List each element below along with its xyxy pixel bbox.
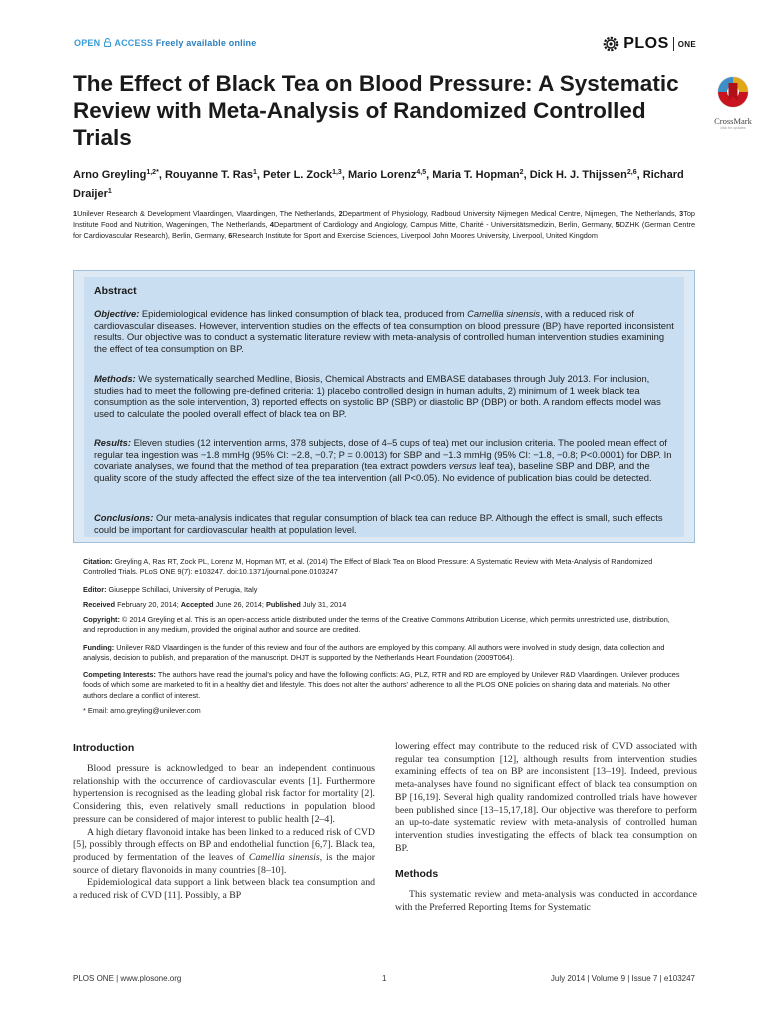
author-name: Arno Greyling bbox=[73, 169, 147, 181]
open-label: OPEN bbox=[74, 38, 101, 48]
citation-label: Citation: bbox=[83, 557, 113, 566]
access-label: ACCESS bbox=[114, 38, 154, 48]
abstract-results bbox=[94, 437, 678, 483]
author-name: Richard Draijer bbox=[73, 169, 684, 200]
citation bbox=[83, 557, 683, 578]
journal-name: ONE bbox=[677, 39, 696, 49]
author-name: Maria T. Hopman bbox=[432, 169, 520, 181]
editor bbox=[83, 585, 683, 595]
plos-wordmark: PLOS bbox=[623, 35, 669, 52]
editor-text: Giuseppe Schillaci, University of Perugia, Italy bbox=[106, 585, 258, 594]
competing-interests bbox=[83, 670, 683, 701]
competing-text: The authors have read the journal's policy and have the following conflicts: AG, PLZ, RTR and RD are employed by Unilever R&D Vlaardingen. Unilever produces foods of which some are marketed to fit in a healthy diet and lifestyle. This does not alter the authors' adherence to all the PLOS ONE policies on sharing data and materials. No other authors declare a conflict of interest. bbox=[83, 670, 680, 700]
open-access-banner bbox=[74, 38, 256, 48]
intro-p2-species: Camellia sinensis bbox=[248, 851, 320, 863]
objective-text-1: Epidemiological evidence has linked consumption of black tea, produced from bbox=[139, 308, 468, 319]
published-date: July 31, 2014 bbox=[300, 600, 347, 609]
methods-text: We systematically searched Medline, Biosis, Chemical Abstracts and EMBASE databases through July 2013. For inclusion, studies had to meet the following pre-defined criteria: 1) placebo controlled design in human adults, 2) minimum of 1 week black tea consumption as the sole intervention, 3) reported effects on systolic BP (SBP) or diastolic BP (DBP) or both. A random effects model was used to calculate the pooled overall effect of black tea on BP. bbox=[94, 373, 661, 419]
objective-species: Camellia sinensis bbox=[467, 308, 541, 319]
results-versus: versus bbox=[448, 460, 477, 472]
citation-text: Greyling A, Ras RT, Zock PL, Lorenz M, Hopman MT, et al. (2014) The Effect of Black Tea on Blood Pressure: A Systematic Review with Meta-Analysis of Randomized Controlled Trials. PLoS ONE 9(7): e103247. doi:10.1371/journal.pone.0103247 bbox=[83, 557, 653, 577]
competing-label: Competing Interests: bbox=[83, 670, 156, 679]
conclusions-label: Conclusions: bbox=[94, 512, 154, 523]
intro-paragraph-1: Blood pressure is acknowledged to bear an independent continuous relationship with the occurrence of cardiovascular events [1]. Furthermore hypertension is recognised as the leading global risk factor for mortality [2]. Considering this, even relatively small reductions in population blood pressure can be considered of major interest to public health [2–4]. bbox=[73, 763, 375, 825]
author-name: Mario Lorenz bbox=[347, 169, 417, 181]
affiliation-text: Top Institute Food and Nutrition, Wageningen, The Netherlands, bbox=[73, 209, 695, 230]
objective-text-2: , with a reduced risk of cardiovascular diseases. However, intervention studies on the effects of tea consumption on blood pressure (BP) have reported inconsistent results. Our objective was to conduct a systematic literature review with meta-analysis of controlled human intervention studies examining the effect of tea consumption on BP. bbox=[94, 308, 674, 354]
author-list: Arno Greyling$^{1,2*}$, Rouyanne T. Ras$^1$, Peter L. Zock$^{1,3}$, Mario Lorenz$^{4,5}$, Maria T. Hopman$^2$, Dick H. J. Thijssen$^{2,6}$, Richard Draijer$^1$ bbox=[73, 169, 684, 200]
abstract-panel bbox=[84, 277, 684, 537]
journal-header bbox=[74, 34, 696, 56]
affiliation-text: DZHK (German Centre for Cardiovascular Research), Berlin, Germany, bbox=[73, 220, 696, 241]
abstract-box bbox=[73, 270, 695, 543]
received-date: February 20, 2014; bbox=[115, 600, 181, 609]
affiliation-number: 2 bbox=[338, 209, 343, 218]
affiliation-text: Department of Cardiology and Angiology, Campus Mitte, Charité - Universitätsmedizin, Berlin, Germany, bbox=[273, 220, 616, 230]
affiliation-text: Unilever Research & Development Vlaardingen, Vlaardingen, The Netherlands, bbox=[77, 209, 339, 218]
objective-label: Objective: bbox=[94, 308, 140, 319]
author-affiliation-sup: 1 bbox=[252, 169, 257, 176]
right-column bbox=[395, 741, 697, 915]
author-name: Rouyanne T. Ras bbox=[164, 169, 253, 181]
affiliation-number: 5 bbox=[615, 220, 620, 230]
left-column bbox=[73, 742, 375, 903]
introduction-heading: Introduction bbox=[73, 742, 135, 754]
intro-paragraph-4: lowering effect may contribute to the reduced risk of CVD associated with regular tea consumption [12], although results from intervention studies examining effects of tea on BP are inconsistent [13–19]. Indeed, previous meta-analyses have found no significant effect of black tea consumption on BP [16,19]. Several high quality randomized controlled trials have however been published since [13–15,17,18]. Our objective was therefore to perform an up-to-date systematic review with meta-analysis of controlled human intervention studies investigating the effects of black tea consumption on BP. bbox=[395, 741, 697, 854]
footer-journal: PLOS ONE | www.plosone.org bbox=[73, 974, 182, 983]
copyright-text: © 2014 Greyling et al. This is an open-access article distributed under the terms of the Creative Commons Attribution License, which permits unrestricted use, distribution, and reproduction in any medium, provided the original author and source are credited. bbox=[83, 615, 670, 635]
abstract-heading: Abstract bbox=[94, 285, 137, 297]
crossmark-icon bbox=[715, 74, 751, 112]
conclusions-text: Our meta-analysis indicates that regular consumption of black tea can reduce BP. Although the effect is small, such effects could be important for cardiovascular health at population level. bbox=[94, 512, 663, 535]
crossmark-sublabel: click for updates bbox=[720, 126, 746, 130]
copyright-label: Copyright: bbox=[83, 615, 120, 624]
abstract-objective bbox=[94, 308, 678, 354]
author-name: Peter L. Zock bbox=[263, 169, 333, 181]
author-affiliation-sup: 2 bbox=[519, 169, 524, 176]
intro-p2-text-1: A high dietary flavonoid intake has been linked to a reduced risk of CVD [5], possibly through effects on BP and endothelial function [6,7]. Black tea, produced by fermentation of the leaves of bbox=[73, 826, 375, 863]
page-number: 1 bbox=[382, 974, 387, 983]
affiliation-number: 6 bbox=[228, 231, 233, 241]
results-text-2: leaf tea), baseline SBP and DBP, and the quality score of the study affected the effect size of the tea intervention (all P<0.05). No evidence of publication bias could be detected. bbox=[94, 460, 652, 483]
abstract-methods bbox=[94, 373, 678, 419]
results-label: Results: bbox=[94, 437, 131, 448]
author-affiliation-sup: 1,2* bbox=[146, 169, 159, 176]
accepted-label: Accepted bbox=[180, 600, 214, 609]
affiliation-number: 1 bbox=[73, 209, 78, 218]
article-title: The Effect of Black Tea on Blood Pressure: A Systematic Review with Meta-Analysis of Randomized Controlled Trials bbox=[73, 71, 679, 150]
crossmark-badge[interactable] bbox=[708, 74, 758, 130]
intro-paragraph-2 bbox=[73, 827, 375, 878]
intro-p2-text-2: , is the major source of dietary flavonoids in many countries [8–10]. bbox=[73, 851, 375, 876]
editor-label: Editor: bbox=[83, 585, 107, 594]
results-text-1: Eleven studies (12 intervention arms, 378 subjects, dose of 4–5 cups of tea) met our inclusion criteria. The pooled mean effect of regular tea ingestion was −1.8 mmHg (95% CI: −2.8, −0.7; P = 0.0013) for SBP and −1.3 mmHg (95% CI: −1.8, −0.8; P<0.0001) for DBP. In covariate analyses, we found that the method of tea preparation (tea extract powders bbox=[94, 437, 672, 472]
freely-available-label: Freely available online bbox=[155, 38, 257, 48]
footer-issue: July 2014 | Volume 9 | Issue 7 | e103247 bbox=[550, 974, 695, 983]
logo-divider bbox=[673, 37, 674, 51]
author-name: Dick H. J. Thijssen bbox=[529, 169, 627, 181]
affiliation-number: 4 bbox=[269, 220, 274, 230]
author-affiliation-sup: 1,3 bbox=[332, 169, 342, 176]
open-lock-icon bbox=[104, 38, 111, 47]
author-affiliation-sup: 4,5 bbox=[416, 169, 427, 176]
author-affiliation-sup: 1 bbox=[107, 188, 112, 195]
plos-one-logo bbox=[601, 34, 696, 54]
methods-heading: Methods bbox=[395, 868, 439, 881]
affiliations bbox=[73, 208, 695, 242]
methods-paragraph-1: This systematic review and meta-analysis was conducted in accordance with the Preferred Reporting Items for Systematic bbox=[395, 889, 697, 914]
accepted-date: June 26, 2014; bbox=[213, 600, 266, 609]
author-affiliation-sup: 2,6 bbox=[626, 169, 637, 176]
corresponding-email: * Email: arno.greyling@unilever.com bbox=[83, 706, 201, 715]
crossmark-label: CrossMark bbox=[714, 116, 752, 126]
abstract-conclusions bbox=[94, 512, 678, 535]
published-label: Published bbox=[265, 600, 301, 609]
plos-gear-icon bbox=[601, 34, 621, 54]
funding bbox=[83, 643, 683, 664]
affiliation-number: 3 bbox=[679, 209, 684, 218]
affiliation-text: Research Institute for Sport and Exercise Sciences, Liverpool John Moores University, Liverpool, United Kingdom bbox=[232, 231, 598, 241]
affiliation-text: Department of Physiology, Radboud University Nijmegen Medical Centre, Nijmegen, The Netherlands, bbox=[342, 209, 680, 218]
methods-label: Methods: bbox=[94, 373, 136, 384]
publication-dates bbox=[83, 600, 683, 610]
received-label: Received bbox=[83, 600, 116, 609]
funding-label: Funding: bbox=[83, 643, 115, 652]
copyright bbox=[83, 615, 683, 636]
funding-text: Unilever R&D Vlaardingen is the funder of this review and four of the authors are employed by this company. All authors were involved in study design, data collection and analysis, decision to publish, and preparation of the manuscript. DHJT is supported by the Netherlands Heart Foundation (2009T064). bbox=[83, 643, 665, 663]
intro-paragraph-3: Epidemiological data support a link between black tea consumption and a reduced risk of CVD [11]. Possibly, a BP bbox=[73, 877, 375, 902]
